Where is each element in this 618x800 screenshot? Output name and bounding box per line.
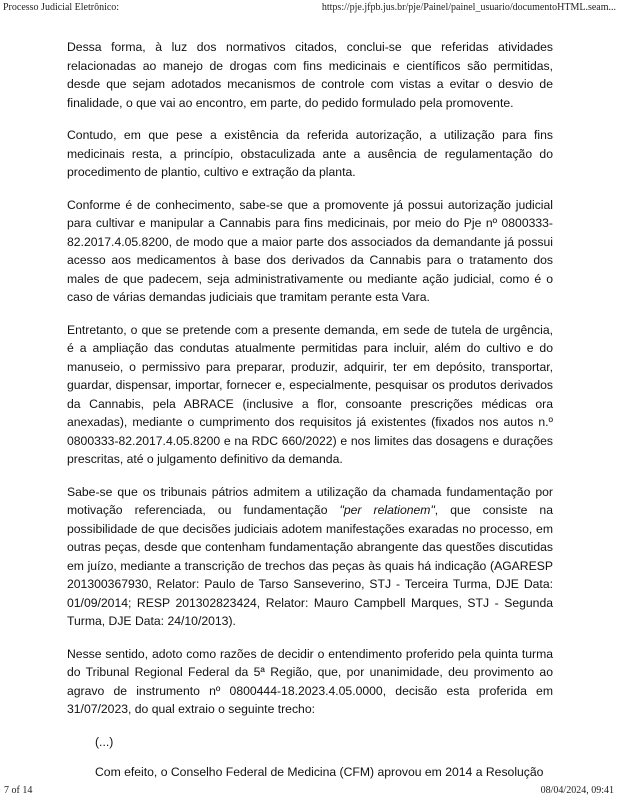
quote-ellipsis: (...) [95, 734, 114, 749]
per-relationem-term: "per relationem" [339, 503, 435, 517]
paragraph-3: Conforme é de conhecimento, sabe-se que a promovente já possui autorização judicial para cultivar e manipular a Cannabis para fins medicinais, por meio do Pje nº 0800333-82.2017.4.05.8200, de modo que a maior parte dos associados da demandante já possui acesso aos medicamentos à base dos derivados da Cannabis para o tratamento dos males de que padecem, seja administrativamente ou mediante ação judicial, como é o caso de várias demandas judiciais que tramitam perante esta Vara. [67, 197, 553, 304]
document-body [67, 38, 553, 796]
paragraph-5 [67, 483, 553, 631]
paragraph-5-start: Sabe-se que os tribunais pátrios admitem a utilização da chamada fundamentação por motivação referenciada, ou fundamentação [67, 484, 553, 517]
quote-text: Com efeito, o Conselho Federal de Medicina (CFM) aprovou em 2014 a Resolução [95, 765, 544, 779]
header-url: https://pje.jfpb.jus.br/pje/Painel/painel_usuario/documentoHTML.seam... [321, 2, 616, 13]
paragraph-5-end: , que consiste na possibilidade de que decisões judiciais adotem manifestações exaradas no processo, em outras peças, desde que contenham fundamentação abrangente das questões discutidas em juízo, mediante a transcrição de trechos das peças às quais há indicação (AGARESP 201300367930, Relator: Paulo de Tarso Sanseverino, STJ - Terceira Turma, DJE Data: 01/09/2014; RESP 201302823424, Relator: Mauro Campbell Marques, STJ - Segunda Turma, DJE Data: 24/10/2013). [67, 503, 553, 628]
header-title: Processo Judicial Eletrônico: [3, 2, 120, 13]
paragraph-1: Dessa forma, à luz dos normativos citados, conclui-se que referidas atividades relacionadas ao manejo de drogas com fins medicinais e científicos são permitidas, desde que sejam adotados mecanismos de controle com vistas a evitar o desvio de finalidade, o que vai ao encontro, em parte, do pedido formulado pela promovente. [67, 40, 553, 110]
print-header [0, 0, 618, 16]
paragraph-6: Nesse sentido, adoto como razões de decidir o entendimento proferido pela quinta turma do Tribunal Regional Federal da 5ª Região, que, por unanimidade, deu provimento ao agravo de instrumento nº 0800444-18.2023.4.05.0000, decisão esta proferida em 31/07/2023, do qual extraio o seguinte trecho: [67, 646, 553, 716]
paragraph-4: Entretanto, o que se pretende com a presente demanda, em sede de tutela de urgência, é a ampliação das condutas atualmente permitidas para incluir, além do cultivo e do manuseio, o permissivo para preparar, produzir, adquirir, ter em depósito, transportar, guardar, dispensar, importar, fornecer e, especialmente, pesquisar os produtos derivados da Cannabis, pela ABRACE (inclusive a flor, consoante prescrições médicas ora anexadas), mediante o cumprimento dos requisitos já existentes (fixados nos autos n.º 0800333-82.2017.4.05.8200 e na RDC 660/2022) e nos limites das dosagens e durações prescritas, até o julgamento definitivo da demanda. [67, 322, 553, 466]
page-counter: 7 of 14 [4, 785, 33, 796]
paragraph-2: Contudo, em que pese a existência da referida autorização, a utilização para fins medicinais resta, a princípio, obstaculizada ante a ausência de regulamentação do procedimento de plantio, cultivo e extração da planta. [67, 128, 553, 179]
print-footer [0, 785, 618, 799]
print-datetime: 08/04/2024, 09:41 [540, 785, 614, 796]
